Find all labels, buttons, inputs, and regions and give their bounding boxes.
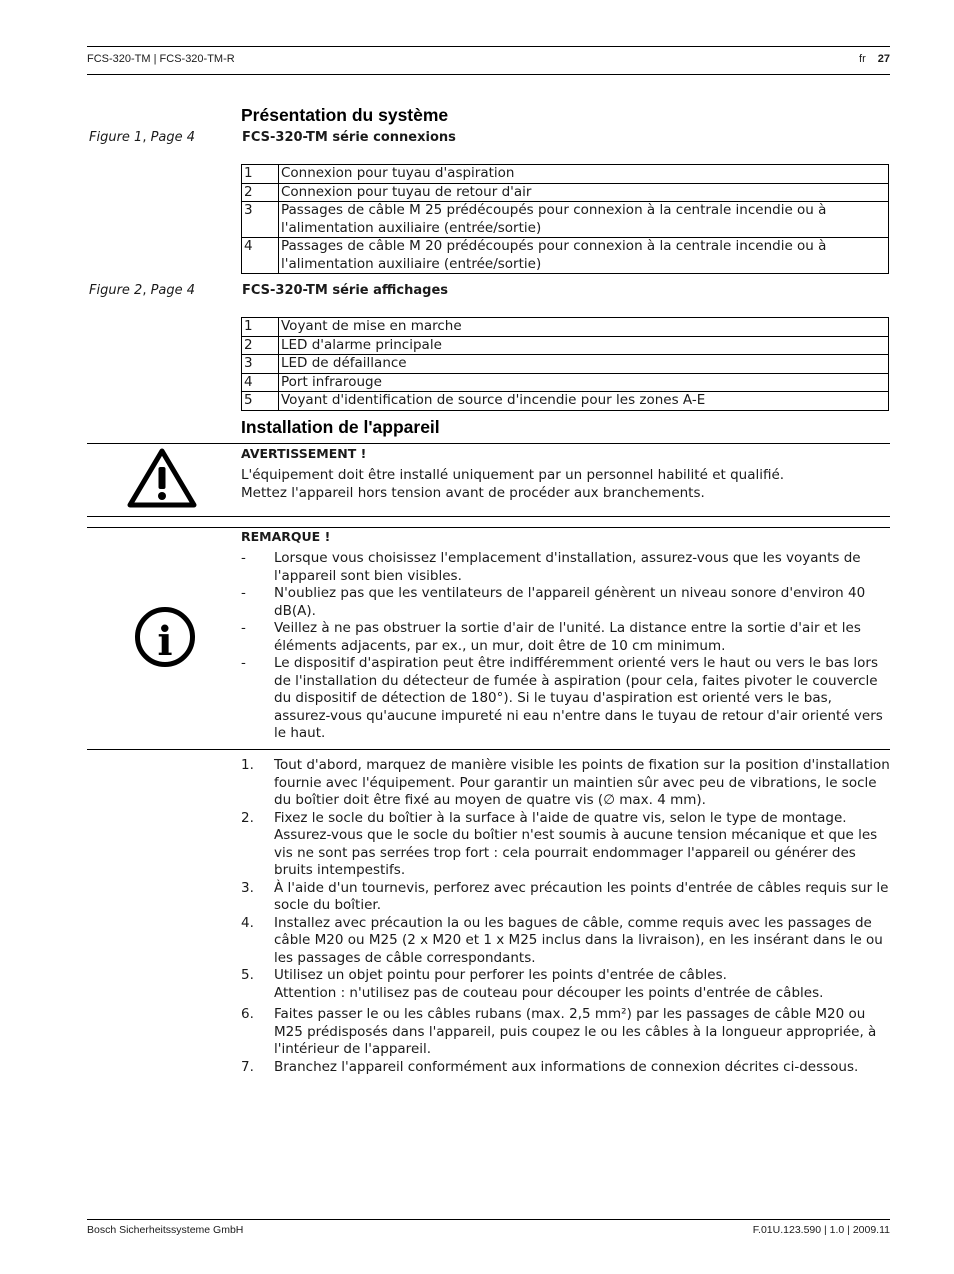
table-row <box>242 373 889 392</box>
table-row <box>242 355 889 374</box>
figure-2-caption: FCS-320-TM série affichages <box>242 283 449 298</box>
row-text: LED de défaillance <box>279 355 889 374</box>
displays-legend-table <box>241 317 889 411</box>
step-5-note: Attention : n'utilisez pas de couteau pour découper les points d'entrée de câbles. <box>274 984 824 1001</box>
figure-2-label: Figure 2 <box>89 283 143 298</box>
warning-title: AVERTISSEMENT ! <box>241 446 367 461</box>
list-item: 7. Branchez l'appareil conformément aux informations de connexion décrites ci-dessous. <box>241 1058 859 1075</box>
row-number: 2 <box>242 336 279 355</box>
svg-text:i: i <box>157 618 173 665</box>
divider <box>87 443 890 444</box>
list-item: - Lorsque vous choisissez l'emplacement d'installation, assurez-vous que les voyants de l'appareil sont bien visibles. <box>241 550 861 584</box>
warning-line-1: L'équipement doit être installé uniquement par un personnel habilité et qualifié. <box>241 467 785 483</box>
header-product: FCS-320-TM | FCS-320-TM-R <box>87 53 235 65</box>
row-number: 3 <box>242 355 279 374</box>
row-text: Voyant de mise en marche <box>279 318 889 337</box>
figure-1-caption: FCS-320-TM série connexions <box>242 130 456 145</box>
footer-document-reference: F.01U.123.590 | 1.0 | 2009.11 <box>752 1224 890 1236</box>
row-text: Port infrarouge <box>279 373 889 392</box>
table-row <box>242 336 889 355</box>
table-row <box>242 183 889 202</box>
figure-2-reference <box>89 283 195 298</box>
row-text: Connexion pour tuyau de retour d'air <box>279 183 889 202</box>
row-number: 2 <box>242 183 279 202</box>
page-footer <box>87 1219 890 1239</box>
notice-title: REMARQUE ! <box>241 529 331 544</box>
row-number: 4 <box>242 373 279 392</box>
row-text: Voyant d'identification de source d'incendie pour les zones A-E <box>279 392 889 411</box>
header-language: fr <box>859 53 866 65</box>
figure-2-page: Page 4 <box>150 283 196 298</box>
list-item: - Le dispositif d'aspiration peut être indifféremment orienté vers le haut ou vers le bas lors de l'installation du détecteur de fumée à aspiration (pour cela, faites pivoter le couvercle du dispositif de détection de 180°). Si le tuyau d'aspiration est orienté vers le bas, assurez-vous qu'aucune impureté ni eau n'entre dans le tuyau de retour d'air orienté vers le haut. <box>241 655 883 741</box>
warning-line-2: Mettez l'appareil hors tension avant de procéder aux branchements. <box>241 484 705 501</box>
list-item: - Veillez à ne pas obstruer la sortie d'air de l'unité. La distance entre la sortie d'air et les éléments adjacents, par ex., un mur, doit être de 10 cm minimum. <box>241 620 861 654</box>
divider <box>87 749 890 750</box>
section-title-installation: Installation de l'appareil <box>241 417 440 437</box>
header-page-info <box>859 53 890 65</box>
list-item: 1. Tout d'abord, marquez de manière visible les points de fixation sur la position d'installation fournie avec l'équipement. Pour garantir un maintien sûr avec peu de vibrations, le socle du boîtier doit être fixé au moyen de quatre vis (∅ max. 4 mm). <box>241 757 890 808</box>
divider <box>87 527 890 528</box>
row-text: Passages de câble M 20 prédécoupés pour connexion à la centrale incendie ou à l'alimentation auxiliaire (entrée/sortie) <box>279 238 889 274</box>
row-number: 5 <box>242 392 279 411</box>
figure-1-label: Figure 1 <box>89 130 143 145</box>
row-number: 3 <box>242 202 279 238</box>
figure-2-separator: , <box>142 283 151 298</box>
page-header <box>87 46 890 75</box>
list-item: - N'oubliez pas que les ventilateurs de l'appareil génèrent un niveau sonore d'environ 40 dB(A). <box>241 585 866 619</box>
list-item: 6. Faites passer le ou les câbles rubans (max. 2,5 mm²) par les passages de câble M20 ou M25 prédisposés dans l'appareil, puis coupez le ou les câbles à la longueur appropriée, à l'intérieur de l'appareil. <box>241 1006 877 1057</box>
divider <box>87 516 890 517</box>
table-row <box>242 318 889 337</box>
table-row <box>242 165 889 184</box>
footer-company: Bosch Sicherheitssysteme GmbH <box>87 1224 244 1236</box>
row-number: 4 <box>242 238 279 274</box>
notice-list <box>241 550 891 743</box>
row-text: LED d'alarme principale <box>279 336 889 355</box>
list-item: 5. Utilisez un objet pointu pour perforer les points d'entrée de câbles. Attention : n'utilisez pas de couteau pour découper les points d'entrée de câbles. <box>241 967 824 1001</box>
list-item: 2. Fixez le socle du boîtier à la surface à l'aide de quatre vis, selon le type de montage. Assurez-vous que le socle du boîtier n'est soumis à aucune tension mécanique et que les vis ne sont pas serrées trop fort : cela pourrait endommager l'appareil ou générer des bruits intempestifs. <box>241 809 878 878</box>
list-item: 4. Installez avec précaution la ou les bagues de câble, comme requis avec les passages de câble M20 ou M25 (2 x M20 et 1 x M25 inclus dans la livraison), en les insérant dans le ou les passages de câble correspondants. <box>241 914 883 966</box>
row-text: Passages de câble M 25 prédécoupés pour connexion à la centrale incendie ou à l'alimentation auxiliaire (entrée/sortie) <box>279 202 889 238</box>
connections-legend-table <box>241 164 889 274</box>
table-row <box>242 238 889 274</box>
row-number: 1 <box>242 318 279 337</box>
header-page-number: 27 <box>877 53 890 65</box>
info-icon <box>134 606 196 668</box>
table-row <box>242 392 889 411</box>
section-title-system-overview: Présentation du système <box>241 105 449 125</box>
row-text: Connexion pour tuyau d'aspiration <box>279 165 889 184</box>
figure-1-reference <box>89 130 195 145</box>
table-row <box>242 202 889 238</box>
warning-text <box>241 467 891 502</box>
figure-1-separator: , <box>142 130 151 145</box>
figure-1-page: Page 4 <box>150 130 196 145</box>
row-number: 1 <box>242 165 279 184</box>
list-item: 3. À l'aide d'un tournevis, perforez avec précaution les points d'entrée de câbles requis sur le socle du boîtier. <box>241 879 889 913</box>
installation-steps <box>241 757 891 1076</box>
warning-triangle-icon <box>126 447 198 509</box>
